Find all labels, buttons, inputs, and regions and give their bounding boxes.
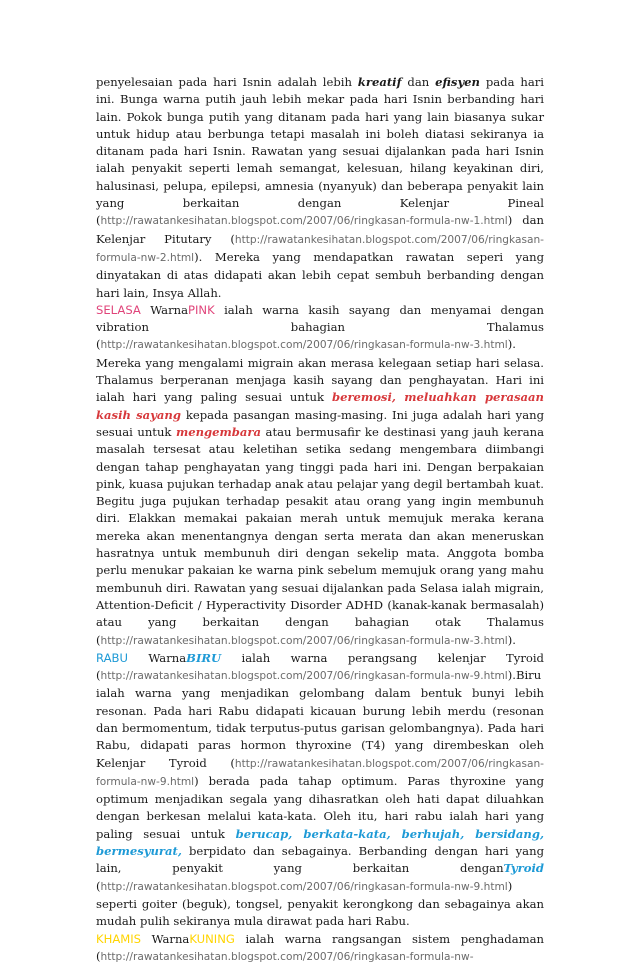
- emphasis-beremosi: beremosi, meluahkan perasaan kasih sayang: [96, 390, 544, 422]
- paragraph-khamis: [96, 931, 544, 966]
- link-url[interactable]: http://rawatankesihatan.blogspot.com/2007/06/ringkasan-formula-nw-9.html: [100, 880, 508, 893]
- paragraph-selasa: [96, 302, 544, 650]
- day-heading-rabu: RABU: [96, 650, 128, 665]
- document-body: [96, 74, 544, 966]
- link-url[interactable]: http://rawatankesihatan.blogspot.com/2007/06/ringkasan-formula-nw-1.html: [100, 215, 508, 228]
- text: pada hari ini. Bunga warna putih jauh lebih mekar pada hari Isnin berbanding hari lain. Pokok bunga putih yang ditanam pada hari yang lain biasanya sukar untuk hidup atau berbunga tetapi masalah ini boleh diatasi sekiranya ia ditanam pada hari Isnin. Rawatan yang sesuai dijalankan pada hari Isnin ialah penyakit seperti lemah semangat, kelesuan, hilang keyakinan diri, halusinasi, pelupa, epilepsi, amnesia (nyanyuk) dan beberapa penyakit lain yang berkaitan dengan Kelenjar Pineal (: [96, 75, 544, 228]
- text: ialah warna kasih sayang dan menyamai dengan vibration bahagian Thalamus (: [96, 302, 544, 352]
- paragraph-isnin: [96, 74, 544, 302]
- day-heading-selasa: SELASA: [96, 302, 141, 317]
- link-url[interactable]: http://rawatankesihatan.blogspot.com/2007/06/ringkasan-formula-nw-3.html: [100, 634, 508, 647]
- emphasis-mengembara: mengembara: [175, 424, 262, 439]
- text: berpidato dan sebagainya. Berbanding dengan hari yang lain, penyakit yang berkaitan dengan: [96, 844, 544, 876]
- link-url[interactable]: http://rawatankesihatan.blogspot.com/2007/06/ringkasan-formula-nw-3.html: [100, 339, 508, 352]
- text: ialah warna perangsang kelenjar Tyroid (: [96, 650, 544, 683]
- text: Warna: [140, 302, 189, 317]
- emphasis-tyroid: Tyroid: [503, 861, 544, 876]
- text: ). Mereka yang mendapatkan rawatan seperi yang dinyatakan di atas didapati akan lebih cepat sembuh berbanding dengan hari lain, Insya Allah.: [96, 249, 544, 300]
- link-url[interactable]: http://rawatankesihatan.blogspot.com/2007/06/ringkasan-formula-nw-: [100, 950, 474, 963]
- text: ).Biru ialah warna yang menjadikan gelombang dalam bentuk bunyi lebih resonan. Pada hari Rabu didapati kicauan burung lebih merdu (resonan dan bermomentum, tidak terputus-putus garisan gelombangnya). Pada hari Rabu, didapati paras hormon thyroxine (T4) yang dirembeskan oleh Kelenjar Tyroid (: [96, 668, 544, 770]
- text: ialah warna rangsangan sistem penghadaman (: [96, 931, 544, 963]
- text: kepada pasangan masing-masing. Ini juga adalah hari yang sesuai untuk: [96, 407, 544, 439]
- emphasis-berucap: berucap, berkata-kata, berhujah, bersidang, bermesyurat,: [96, 826, 544, 859]
- emphasis-kreatif: kreatif: [357, 75, 402, 89]
- emphasis-efisyen: efisyen: [435, 75, 480, 89]
- link-url[interactable]: http://rawatankesihatan.blogspot.com/2007/06/ringkasan-formula-nw-9.html: [100, 670, 508, 683]
- link-url[interactable]: http://rawatankesihatan.blogspot.com/2007/06/ringkasan-formula-nw-2.html: [96, 233, 544, 264]
- text: atau bermusafir ke destinasi yang jauh kerana masalah tersesat atau keletihan setika sedang mengembara diimbangi dengan tahap penghayatan yang tinggi pada hari ini. Dengan berpakaian pink, kuasa pujukan terhadap anak atau pelajar yang degil bertambah kuat. Begitu juga pujukan terhadap pesakit atau orang yang ingin membunuh diri. Elakkan memakai pakaian merah untuk memujuk meraka kerana mereka akan menentangnya dengan serta merata dan akan meneruskan hasratnya untuk membunuh diri dengan sekelip mata. Anggota bomba perlu menukar pakaian ke warna pink sebelum memujuk orang yang mahu membunuh diri. Rawatan yang sesuai dijalankan pada Selasa ialah migrain, Attention-Deficit / Hyperactivity Disorder ADHD (kanak-kanak bermasalah) atau yang berkaitan dengan bahagian otak Thalamus (: [96, 424, 544, 647]
- text: ) berada pada tahap optimum. Paras thyroxine yang optimum menjadikan segala yang dihasratkan oleh hati dapat diluahkan dengan berkesan melalui kata-kata. Oleh itu, hari rabu ialah hari yang paling sesuai untuk: [96, 773, 544, 841]
- text: ) seperti goiter (beguk), tongsel, penyakit kerongkong dan sebagainya akan mudah pulih sekiranya mula dirawat pada hari Rabu.: [96, 878, 544, 929]
- day-heading-khamis: KHAMIS: [96, 931, 142, 946]
- link-url[interactable]: http://rawatankesihatan.blogspot.com/2007/06/ringkasan-formula-nw-9.html: [96, 757, 544, 788]
- text: penyelesaian pada hari Isnin adalah lebih: [96, 75, 358, 89]
- text: Warna: [141, 931, 190, 946]
- text: Warna: [127, 650, 187, 665]
- text: ).: [507, 632, 516, 647]
- text: ) dan Kelenjar Pitutary (: [96, 213, 544, 246]
- color-word-biru: BIRU: [186, 650, 222, 665]
- text: (: [96, 878, 101, 893]
- text: ). Mereka yang mengalami migrain akan merasa kelegaan setiap hari selasa. Thalamus berperanan menjaga kasih sayang dan penghayatan. Hari ini ialah hari yang paling sesuai untuk: [96, 337, 544, 405]
- text: dan: [401, 75, 436, 89]
- color-word-kuning: KUNING: [189, 931, 235, 946]
- color-word-pink: PINK: [188, 302, 215, 317]
- paragraph-rabu: [96, 650, 544, 931]
